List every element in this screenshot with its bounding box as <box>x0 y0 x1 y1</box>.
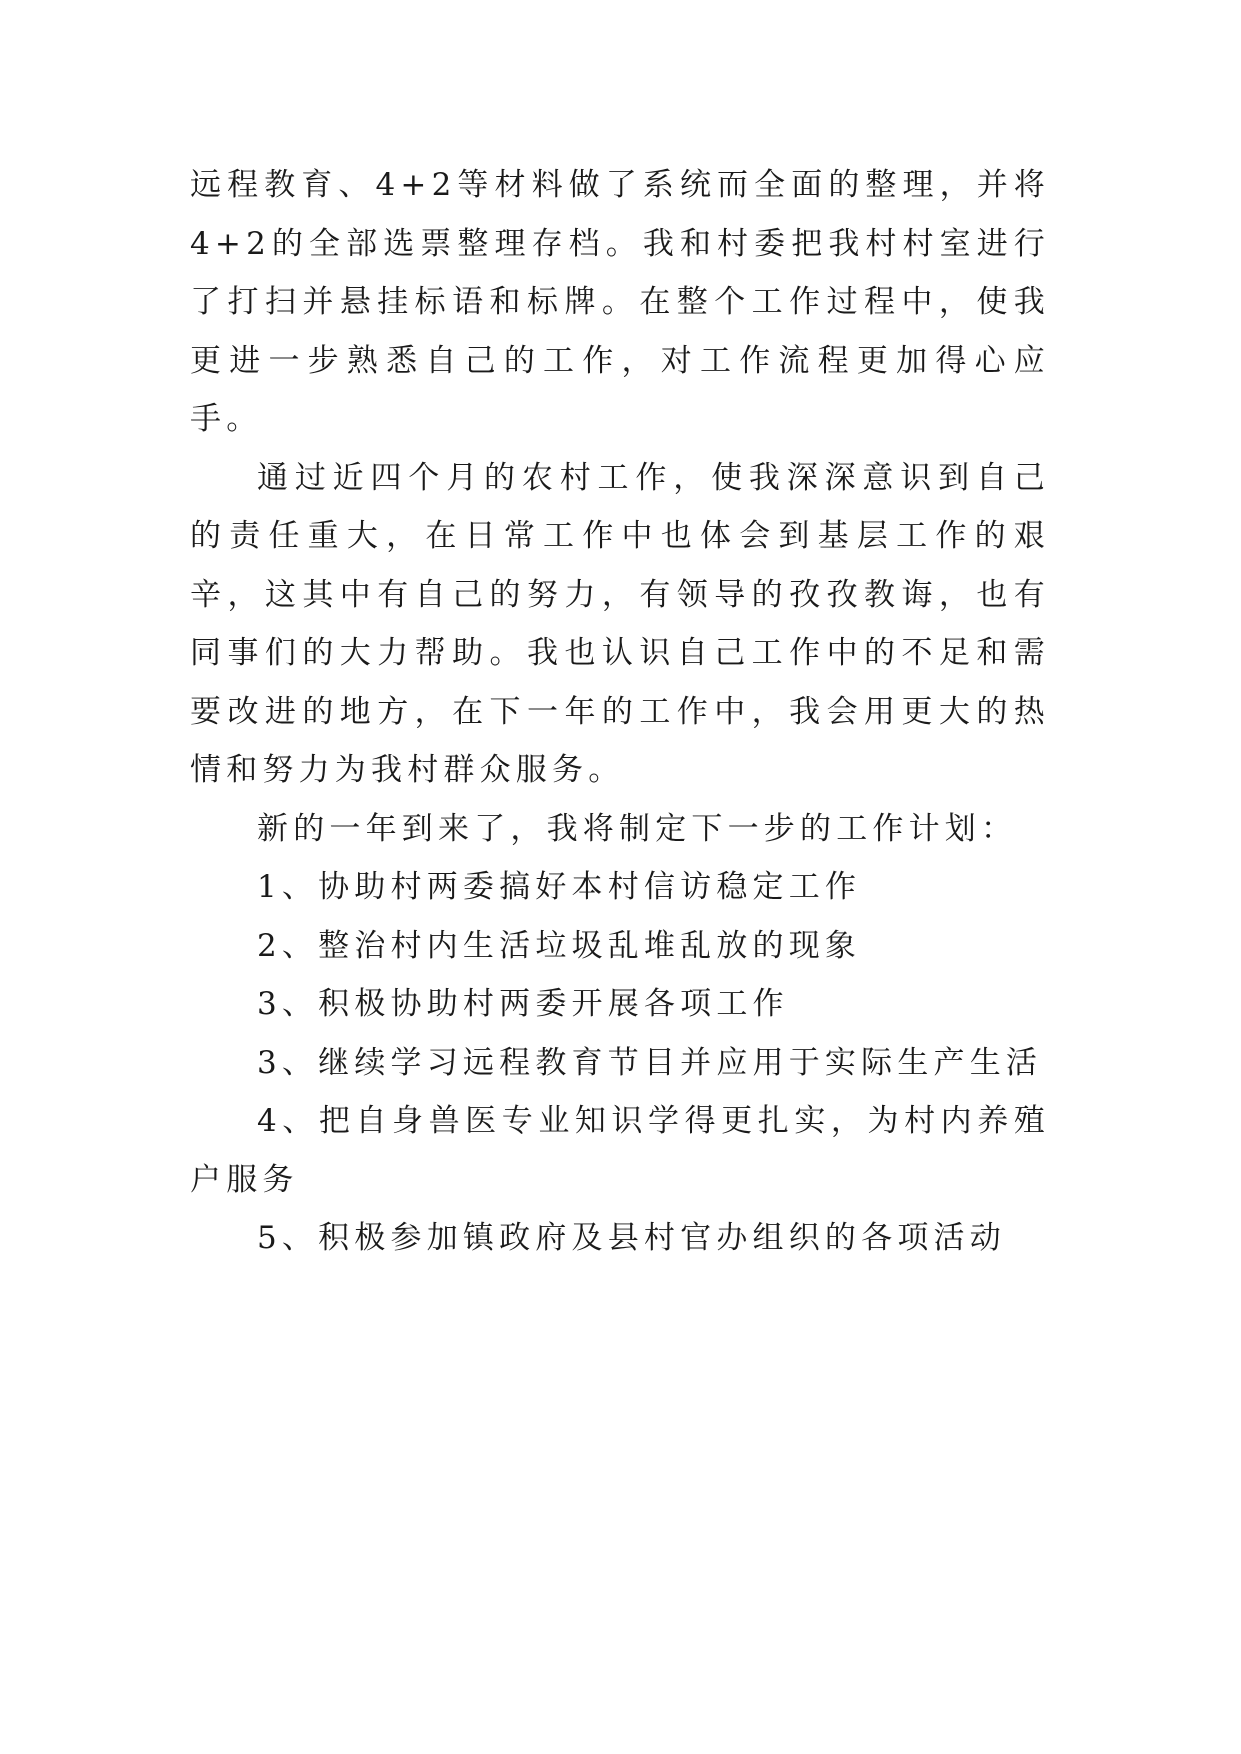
plan-item-1: 1、协助村两委搞好本村信访稳定工作 <box>257 869 862 905</box>
plan-item-3b: 3、继续学习远程教育节目并应用于实际生产生活 <box>257 1044 1043 1081</box>
document-body <box>190 156 1050 1268</box>
plan-item-5: 5、积极参加镇政府及县村官办组织的各项活动 <box>257 1220 1006 1256</box>
paragraph-summary: 通过近四个月的农村工作，使我深深意识到自己的责任重大，在日常工作中也体会到基层工作的艰辛，这其中有自己的努力，有领导的孜孜教诲，也有同事们的大力帮助。我也认识自己工作中的不足和需要改进的地方，在下一年的工作中，我会用更大的热情和努力为我村群众服务。 <box>190 459 1050 788</box>
plan-item-3a: 3、积极协助村两委开展各项工作 <box>257 986 789 1022</box>
plan-item-2: 2、整治村内生活垃圾乱堆乱放的现象 <box>257 927 862 964</box>
paragraph-continued: 远程教育、4+2等材料做了系统而全面的整理，并将4+2的全部选票整理存档。我和村委把我村村室进行了打扫并悬挂标语和标牌。在整个工作过程中，使我更进一步熟悉自己的工作，对工作流程更加得心应手。 <box>190 167 1050 437</box>
paragraph-plan-intro: 新的一年到来了，我将制定下一步的工作计划： <box>257 810 1018 847</box>
plan-item-4: 4、把自身兽医专业知识学得更扎实，为村内养殖户服务 <box>190 1103 1050 1198</box>
